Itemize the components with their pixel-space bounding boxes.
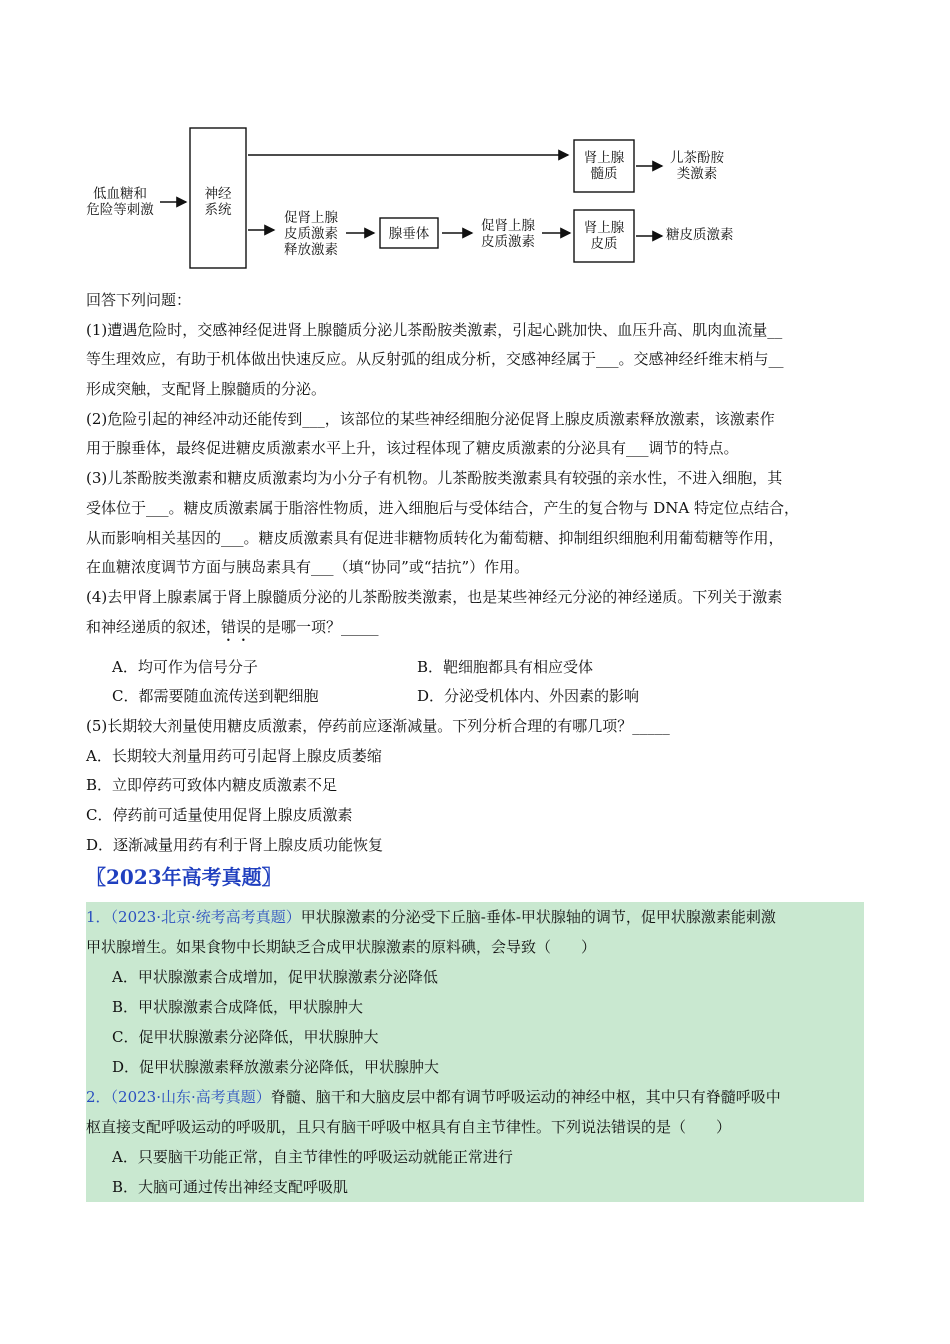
emphasis-text: 错误	[221, 617, 252, 636]
q5-stem: (5)长期较大剂量使用糖皮质激素，停药前应逐渐减量。下列分析合理的有哪几项？_____	[86, 716, 670, 735]
question-source: （2023·山东·高考真题）	[110, 1088, 271, 1107]
question-source: （2023·北京·统考高考真题）	[110, 908, 301, 927]
text-line: (4)去甲肾上腺素属于肾上腺髓质分泌的儿茶酚胺类激素，也是某些神经元分泌的神经递质。下列关于激素	[86, 587, 783, 606]
glucocorticoid-label: 糖皮质激素	[666, 227, 734, 243]
exam-question-2	[86, 1082, 864, 1202]
question-number: 2．	[86, 1088, 111, 1107]
question-number: 1．	[86, 908, 111, 927]
text-line: (2)危险引起的神经冲动还能传到___，该部位的某些神经细胞分泌促肾上腺皮质激素释放激素，该激素作	[86, 409, 775, 428]
option-a: A．甲状腺激素合成增加，促甲状腺激素分泌降低	[112, 968, 438, 987]
option-b: B．大脑可通过传出神经支配呼吸肌	[112, 1178, 349, 1197]
option-a: A．只要脑干功能正常，自主节律性的呼吸运动就能正常进行	[112, 1148, 513, 1167]
pituitary-label: 腺垂体	[388, 226, 430, 242]
text-line: (1)遭遇危险时，交感神经促进肾上腺髓质分泌儿茶酚胺类激素，引起心跳加快、血压升高、肌肉血流量__	[86, 320, 783, 339]
question-stem-line: 1．（2023·北京·统考高考真题）甲状腺激素的分泌受下丘脑-垂体-甲状腺轴的调节，促甲状腺激素能刺激	[86, 908, 776, 927]
q4-option-row	[86, 657, 866, 677]
stimulus-label: 低血糖和 危险等刺激	[86, 186, 154, 218]
option-c: C．都需要随血流传送到靶细胞	[112, 687, 319, 706]
q5-option-b: B．立即停药可致体内糖皮质激素不足	[86, 776, 338, 795]
catecholamine-label: 儿茶酚胺 类激素	[670, 150, 724, 182]
diagram-lines	[80, 120, 780, 280]
adrenal-cortex-label: 肾上腺 皮质	[583, 220, 625, 252]
nervous-system-label: 神经 系统	[204, 186, 232, 218]
text-line: 回答下列问题：	[86, 291, 192, 309]
hormone-regulation-diagram	[80, 120, 780, 280]
option-b: B．甲状腺激素合成降低，甲状腺肿大	[112, 998, 364, 1017]
text-line: 形成突触，支配肾上腺髓质的分泌。	[86, 380, 327, 399]
question-content	[86, 290, 866, 1202]
text-line: 用于腺垂体，最终促进糖皮质激素水平上升，该过程体现了糖皮质激素的分泌具有___调节的特点。	[86, 439, 739, 458]
crh-label: 促肾上腺 皮质激素 释放激素	[284, 210, 338, 258]
text-line: 受体位于___。糖皮质激素属于脂溶性物质，进入细胞后与受体结合，产生的复合物与 DNA 特定位点结合，	[86, 498, 800, 517]
question-stem-line: 甲状腺增生。如果食物中长期缺乏合成甲状腺激素的原料碘，会导致（ ）	[86, 938, 597, 957]
q4-option-row	[86, 686, 866, 706]
option-d: D．分泌受机体内、外因素的影响	[417, 687, 640, 706]
exam-question-1	[86, 902, 864, 1082]
adrenal-medulla-label: 肾上腺 髓质	[583, 150, 625, 182]
option-c: C．促甲状腺激素分泌降低，甲状腺肿大	[112, 1028, 379, 1047]
acth-label: 促肾上腺 皮质激素	[481, 218, 535, 250]
question-stem-line: 2．（2023·山东·高考真题）脊髓、脑干和大脑皮层中都有调节呼吸运动的神经中枢，其中只有脊髓呼吸中	[86, 1088, 781, 1107]
text-line: 在血糖浓度调节方面与胰岛素具有___（填“协同”或“拮抗”）作用。	[86, 558, 530, 577]
text-line: 从而影响相关基因的___。糖皮质激素具有促进非糖物质转化为葡萄糖、抑制组织细胞利用葡萄糖等作用，	[86, 528, 784, 547]
q4-tail-line: 和神经递质的叙述，错误的是哪一项？_____	[86, 617, 379, 636]
text-line: 等生理效应，有助于机体做出快速反应。从反射弧的组成分析，交感神经属于___。交感神经纤维末梢与__	[86, 350, 784, 369]
q5-option-d: D．逐渐减量用药有利于肾上腺皮质功能恢复	[86, 835, 384, 854]
question-stem-line: 枢直接支配呼吸运动的呼吸肌，且只有脑干呼吸中枢具有自主节律性。下列说法错误的是（ ）	[86, 1118, 732, 1137]
section-title: 〖2023年高考真题〗	[86, 865, 282, 890]
q5-option-c: C．停药前可适量使用促肾上腺皮质激素	[86, 806, 353, 824]
option-d: D．促甲状腺激素释放激素分泌降低，甲状腺肿大	[112, 1058, 440, 1077]
option-b: B．靶细胞都具有相应受体	[417, 657, 594, 676]
option-a: A．均可作为信号分子	[112, 657, 258, 676]
text-line: (3)儿茶酚胺类激素和糖皮质激素均为小分子有机物。儿茶酚胺类激素具有较强的亲水性，不进入细胞，其	[86, 469, 783, 488]
q5-option-a: A．长期较大剂量用药可引起肾上腺皮质萎缩	[86, 746, 382, 765]
